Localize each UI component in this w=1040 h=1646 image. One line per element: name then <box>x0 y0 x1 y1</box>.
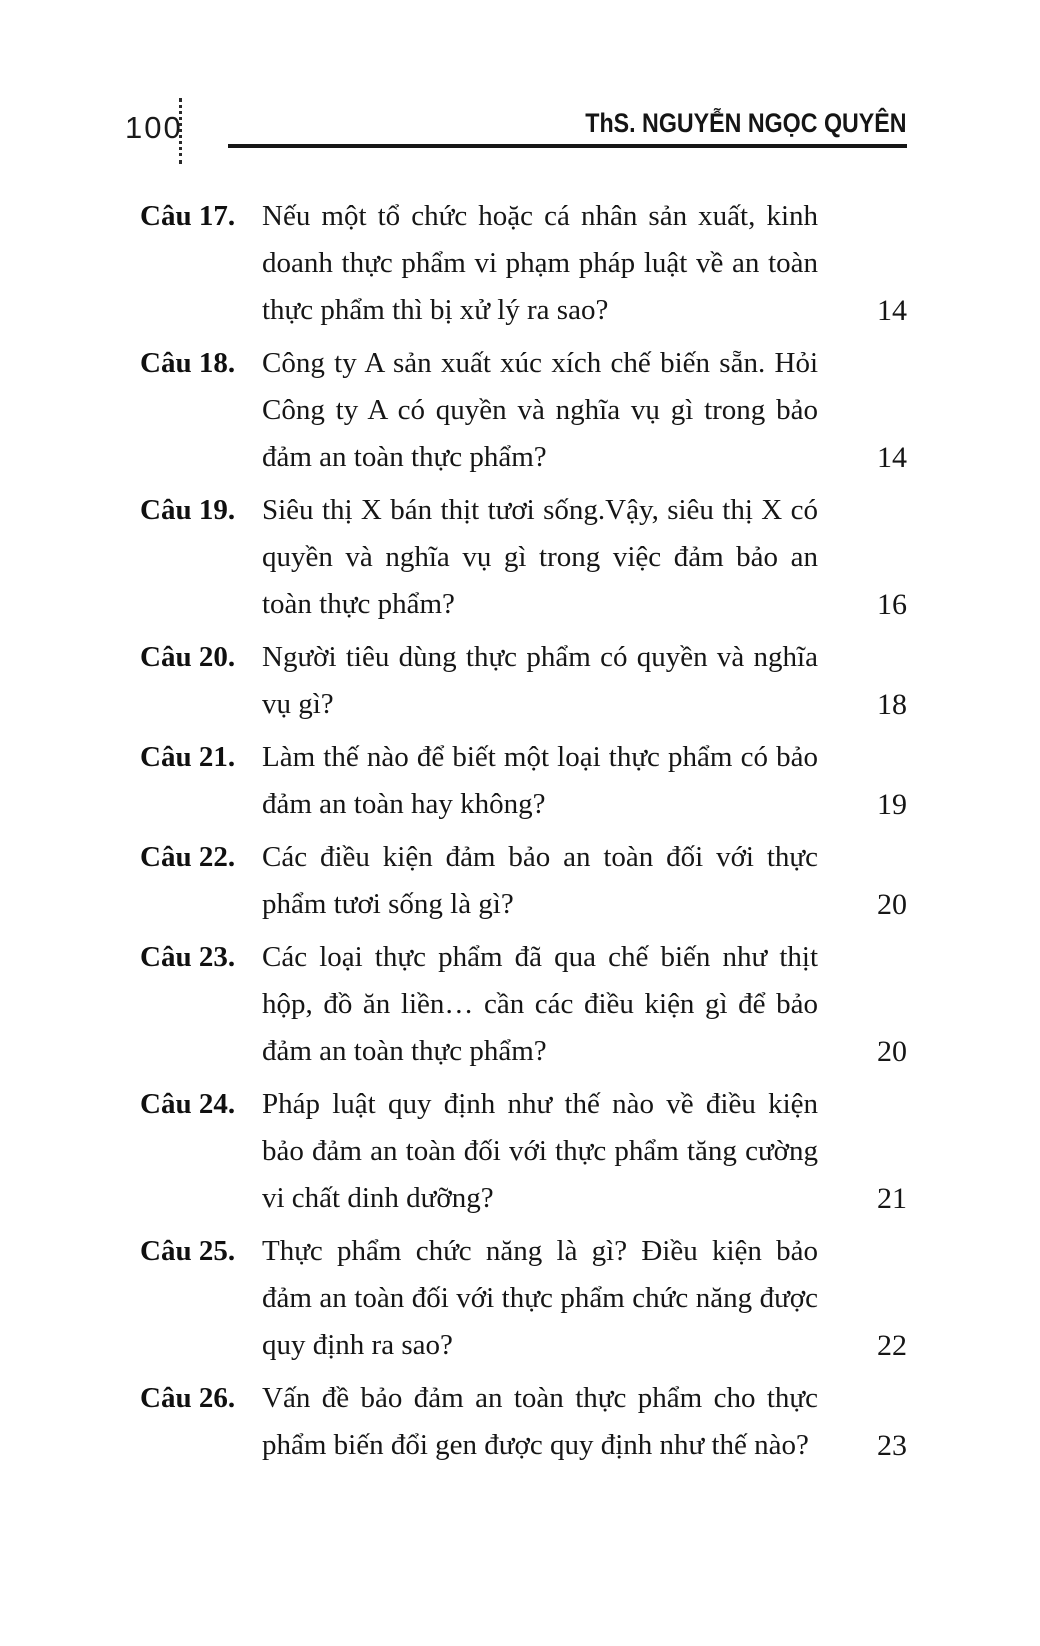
toc-entry-text: Thực phẩm chức năng là gì? Điều kiện bảo đảm an toàn đối với thực phẩm chức năng được quy định ra sao? <box>262 1235 818 1361</box>
toc-entry-label: Câu 23. <box>140 941 236 973</box>
toc-entry-label: Câu 20. <box>140 641 236 673</box>
dotted-divider-line <box>179 98 182 164</box>
toc-entry-label: Câu 21. <box>140 741 236 773</box>
toc-entry-text: Các điều kiện đảm bảo an toàn đối với thực phẩm tươi sống là gì? <box>262 841 818 920</box>
toc-entry-label: Câu 25. <box>140 1235 236 1267</box>
toc-entry-page-number: 18 <box>877 688 907 721</box>
toc-entry-page-number: 19 <box>877 788 907 821</box>
toc-entry-page-number: 20 <box>877 1035 907 1068</box>
toc-entry <box>140 193 907 334</box>
toc-entry <box>140 1375 907 1469</box>
toc-entry-label: Câu 18. <box>140 347 236 379</box>
table-of-contents <box>140 193 907 1475</box>
toc-entry-text: Siêu thị X bán thịt tươi sống.Vậy, siêu thị X có quyền và nghĩa vụ gì trong việc đảm bảo an toàn thực phẩm? <box>262 494 818 620</box>
toc-entry <box>140 1228 907 1369</box>
toc-entry-label: Câu 24. <box>140 1088 236 1120</box>
toc-entry-text: Người tiêu dùng thực phẩm có quyền và nghĩa vụ gì? <box>262 641 818 720</box>
toc-entry-text: Vấn đề bảo đảm an toàn thực phẩm cho thực phẩm biến đổi gen được quy định như thế nào? <box>262 1382 818 1461</box>
toc-entry <box>140 834 907 928</box>
toc-entry-page-number: 16 <box>877 588 907 621</box>
toc-entry-page-number: 23 <box>877 1429 907 1462</box>
toc-entry <box>140 487 907 628</box>
page-folio-number: 100 <box>125 110 183 145</box>
toc-entry <box>140 340 907 481</box>
toc-entry-page-number: 14 <box>877 294 907 327</box>
toc-entry <box>140 734 907 828</box>
toc-entry-text: Pháp luật quy định như thế nào về điều kiện bảo đảm an toàn đối với thực phẩm tăng cường vi chất dinh dưỡng? <box>262 1088 818 1214</box>
running-header-author: ThS. NGUYỄN NGỌC QUYÊN <box>585 108 907 138</box>
toc-entry <box>140 1081 907 1222</box>
toc-entry-label: Câu 26. <box>140 1382 236 1414</box>
toc-entry-label: Câu 17. <box>140 200 236 232</box>
toc-entry-page-number: 20 <box>877 888 907 921</box>
toc-entry <box>140 934 907 1075</box>
toc-entry-label: Câu 22. <box>140 841 236 873</box>
toc-entry-text: Làm thế nào để biết một loại thực phẩm có bảo đảm an toàn hay không? <box>262 741 818 820</box>
toc-entry-text: Công ty A sản xuất xúc xích chế biến sẵn. Hỏi Công ty A có quyền và nghĩa vụ gì trong bảo đảm an toàn thực phẩm? <box>262 347 818 473</box>
toc-entry-page-number: 21 <box>877 1182 907 1215</box>
toc-entry <box>140 634 907 728</box>
toc-entry-text: Các loại thực phẩm đã qua chế biến như thịt hộp, đồ ăn liền… cần các điều kiện gì để bảo đảm an toàn thực phẩm? <box>262 941 818 1067</box>
running-header <box>125 108 907 168</box>
toc-entry-label: Câu 19. <box>140 494 236 526</box>
header-rule-line <box>228 144 907 148</box>
toc-entry-page-number: 22 <box>877 1329 907 1362</box>
toc-entry-text: Nếu một tổ chức hoặc cá nhân sản xuất, kinh doanh thực phẩm vi phạm pháp luật về an toàn thực phẩm thì bị xử lý ra sao? <box>262 200 818 326</box>
toc-entry-page-number: 14 <box>877 441 907 474</box>
